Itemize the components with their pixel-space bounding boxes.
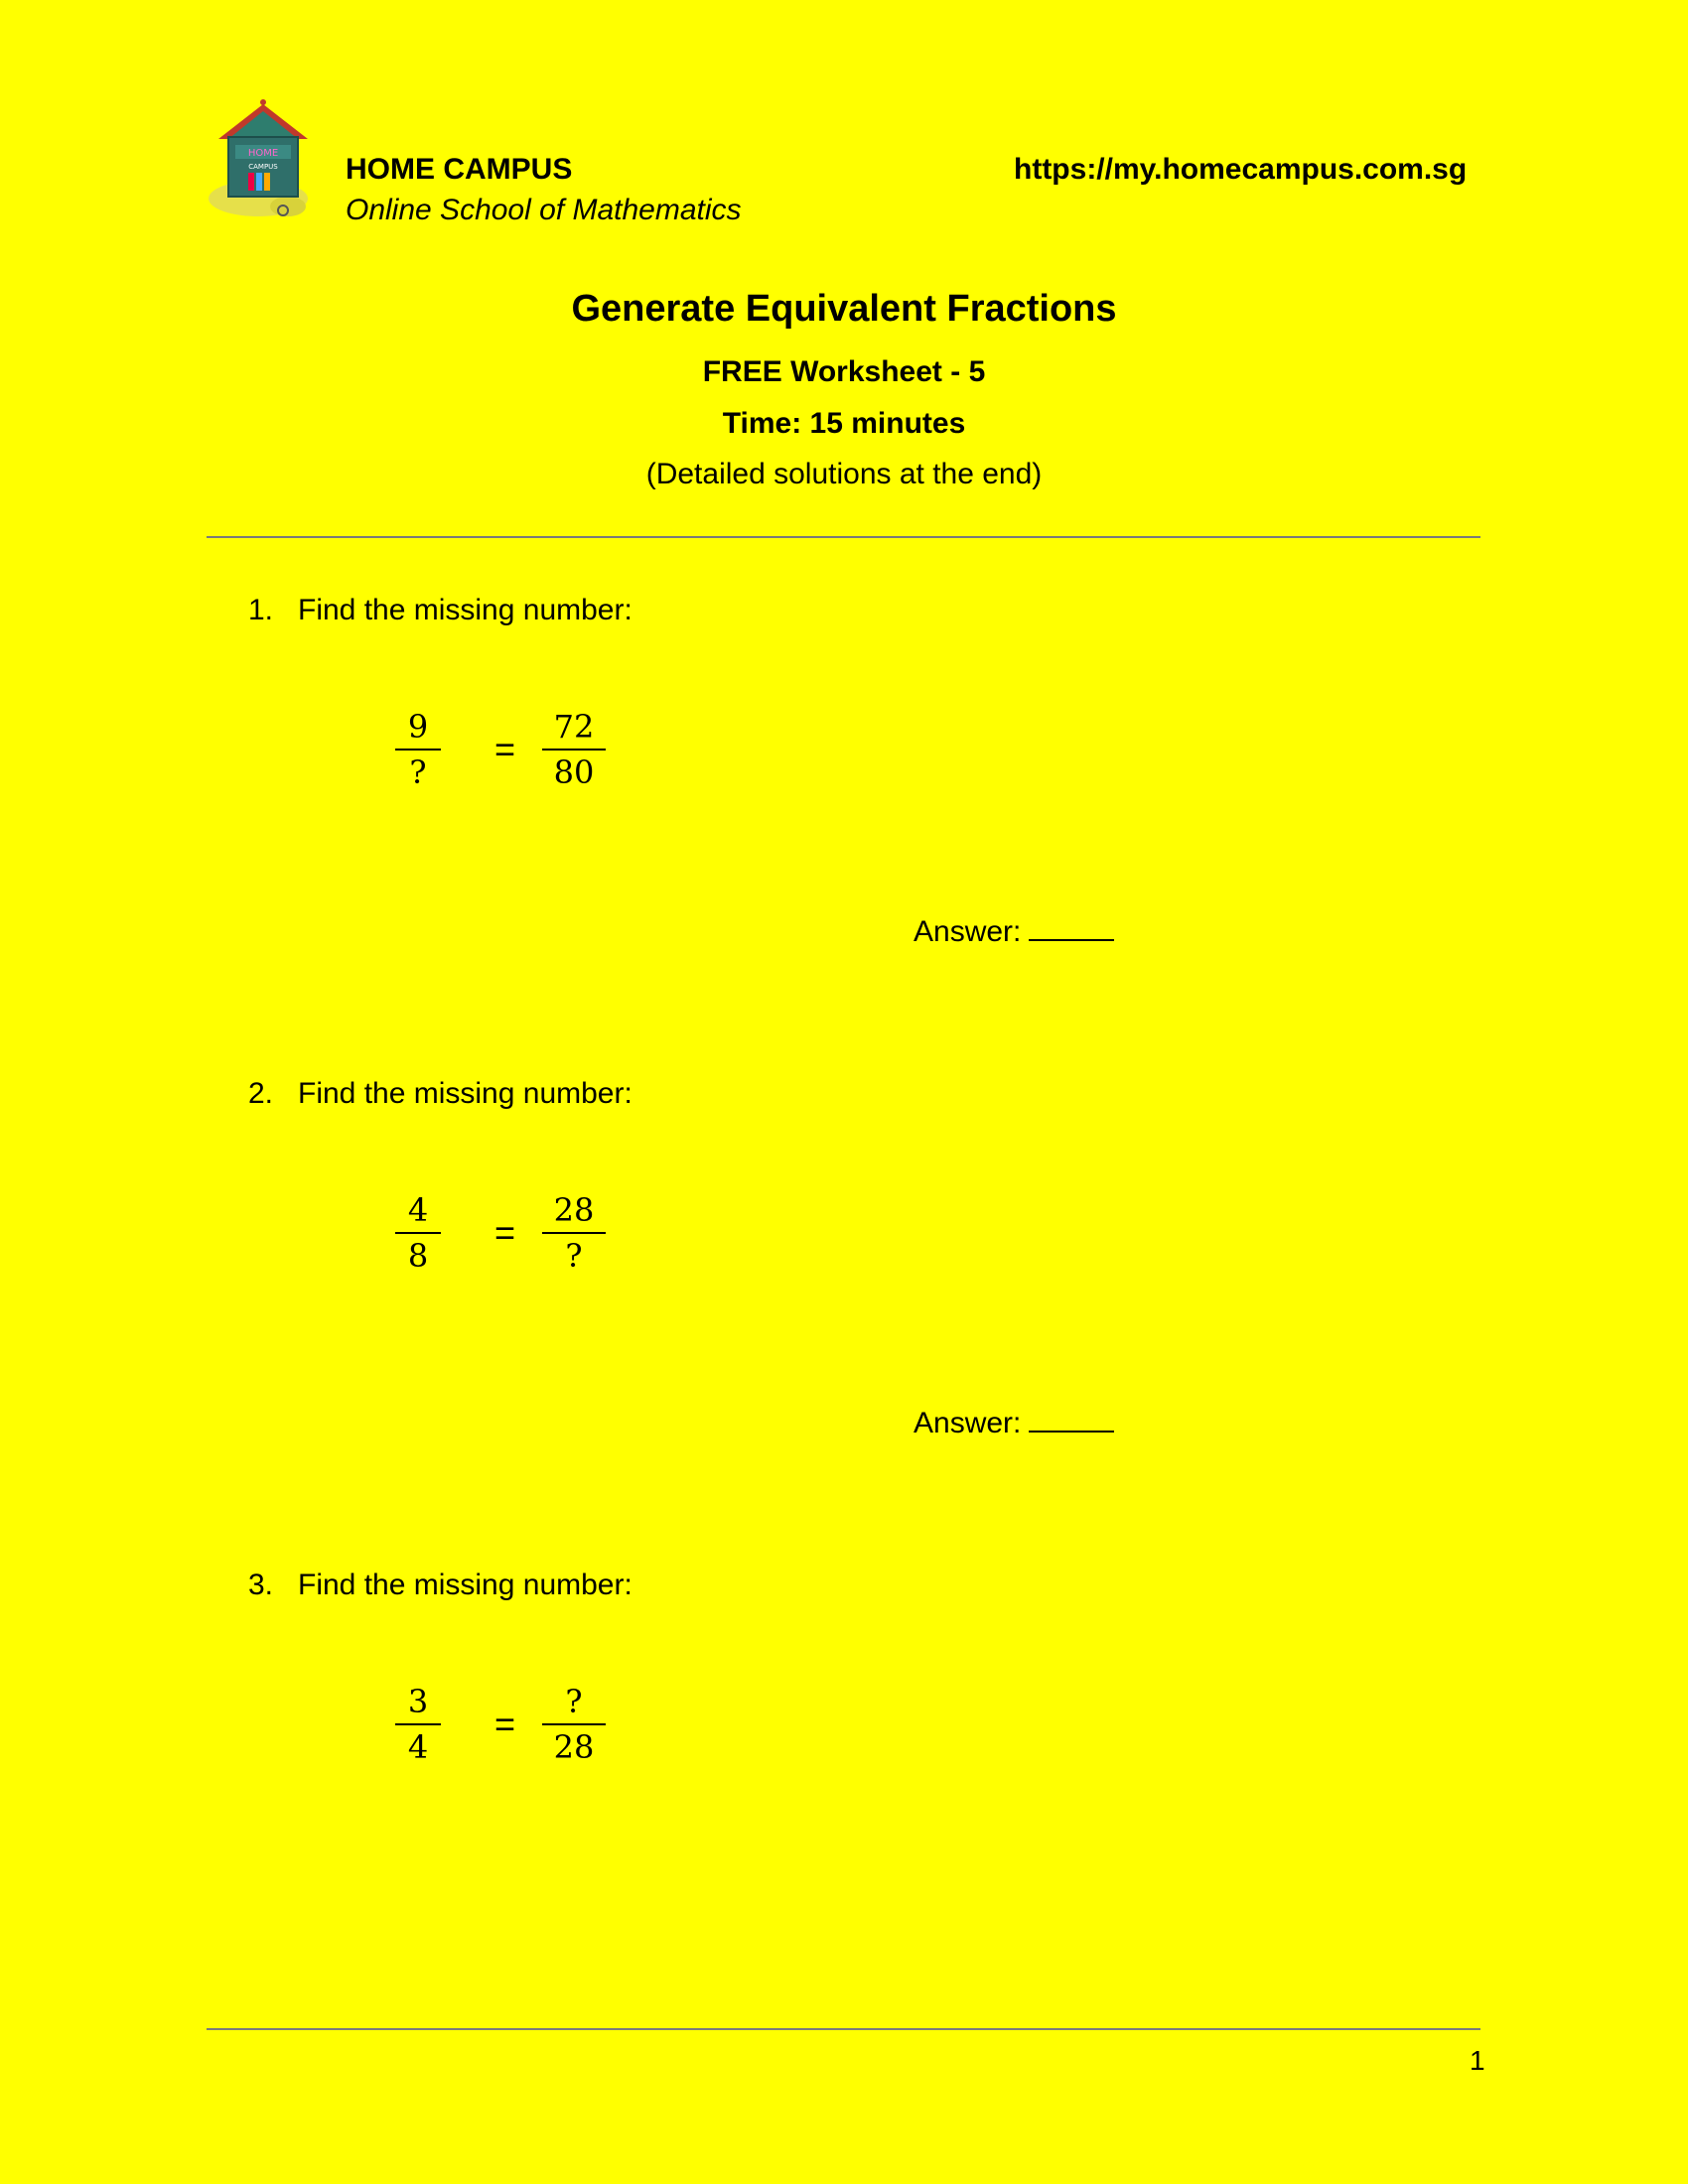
brand-tagline: Online School of Mathematics xyxy=(346,194,742,226)
denominator: 80 xyxy=(553,753,595,791)
numerator: 28 xyxy=(553,1191,595,1229)
numerator: 4 xyxy=(407,1191,429,1229)
equals-sign: = xyxy=(494,1704,516,1744)
footer-divider xyxy=(207,2028,1480,2030)
question-1-left-fraction xyxy=(395,705,441,794)
question-1-prompt: Find the missing number: xyxy=(298,594,633,626)
numerator: 9 xyxy=(407,708,429,746)
equals-sign: = xyxy=(494,1212,516,1253)
worksheet-note: (Detailed solutions at the end) xyxy=(645,458,1043,490)
site-url-link[interactable]: https://my.homecampus.com.sg xyxy=(1014,153,1468,186)
question-2-left-fraction xyxy=(395,1188,441,1278)
worksheet-subtitle: FREE Worksheet - 5 xyxy=(702,355,986,388)
worksheet-title: Generate Equivalent Fractions xyxy=(571,288,1117,330)
answer-blank[interactable] xyxy=(1029,915,1114,941)
question-2-number: 2. xyxy=(248,1077,274,1110)
worksheet-time: Time: 15 minutes xyxy=(722,407,966,440)
denominator: 4 xyxy=(407,1728,429,1766)
question-3-number: 3. xyxy=(248,1569,274,1601)
denominator: 28 xyxy=(553,1728,595,1766)
svg-text:CAMPUS: CAMPUS xyxy=(248,163,278,171)
numerator: 3 xyxy=(407,1683,429,1720)
question-3-right-fraction xyxy=(542,1680,606,1769)
numerator: ? xyxy=(565,1683,583,1720)
equals-sign: = xyxy=(494,729,516,769)
question-3-left-fraction xyxy=(395,1680,441,1769)
answer-label: Answer: xyxy=(914,915,1022,948)
question-1-right-fraction xyxy=(542,705,606,794)
question-2-right-fraction xyxy=(542,1188,606,1278)
question-1-answer xyxy=(914,915,1114,949)
answer-label: Answer: xyxy=(914,1407,1022,1439)
numerator: 72 xyxy=(553,708,595,746)
answer-blank[interactable] xyxy=(1029,1407,1114,1433)
svg-text:HOME: HOME xyxy=(247,148,279,159)
question-3-prompt: Find the missing number: xyxy=(298,1569,633,1601)
denominator: ? xyxy=(409,753,427,791)
schoolhouse-logo-icon xyxy=(209,99,318,223)
denominator: ? xyxy=(565,1237,583,1275)
question-2-prompt: Find the missing number: xyxy=(298,1077,633,1110)
header-divider xyxy=(207,536,1480,538)
page-number: 1 xyxy=(1470,2045,1485,2076)
question-2-answer xyxy=(914,1407,1114,1440)
question-1-number: 1. xyxy=(248,594,274,626)
brand-name: HOME CAMPUS xyxy=(346,153,573,186)
denominator: 8 xyxy=(407,1237,429,1275)
